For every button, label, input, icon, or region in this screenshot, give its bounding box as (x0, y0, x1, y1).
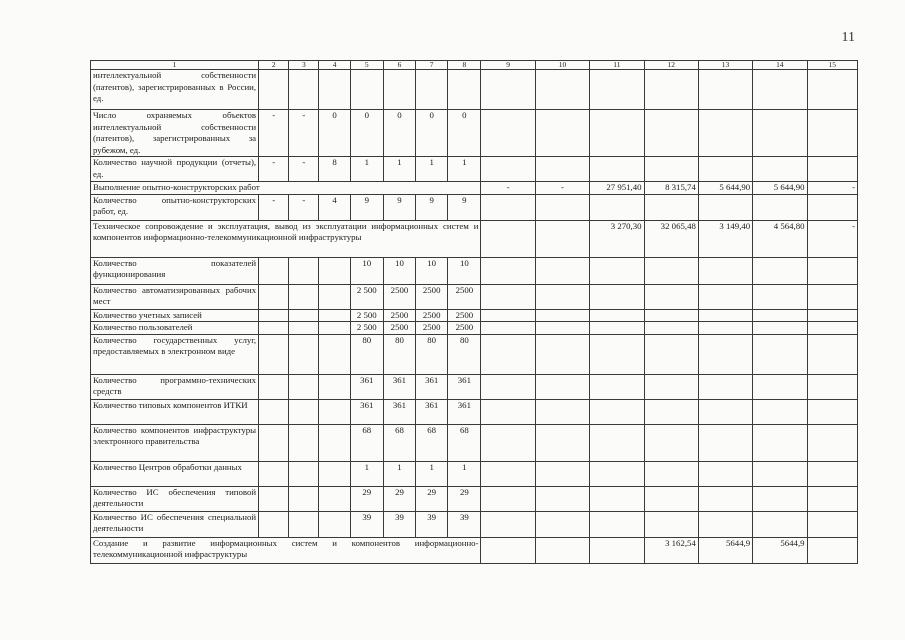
table-row (91, 461, 858, 486)
table-cell: - (807, 220, 857, 257)
table-cell (535, 157, 589, 182)
table-cell (481, 70, 535, 110)
header-cell: 9 (481, 61, 535, 70)
table-cell (319, 424, 350, 461)
table-cell (289, 70, 319, 110)
table-cell: 5 644,90 (753, 182, 807, 195)
table-row (91, 110, 858, 157)
header-cell: 5 (350, 61, 383, 70)
table-cell: - (289, 194, 319, 220)
table-cell (807, 424, 857, 461)
table-cell: 39 (448, 511, 481, 537)
header-cell: 13 (698, 61, 752, 70)
table-cell (644, 110, 698, 157)
table-cell (698, 110, 752, 157)
table-cell (319, 322, 350, 335)
table-cell: 39 (383, 511, 415, 537)
table-cell: 29 (448, 486, 481, 511)
table-cell (289, 334, 319, 374)
header-cell: 6 (383, 61, 415, 70)
table-cell (753, 511, 807, 537)
table-cell: 39 (416, 511, 448, 537)
table-cell: 5644,9 (753, 537, 807, 563)
table-cell (416, 70, 448, 110)
table-cell: 361 (416, 374, 448, 399)
table-cell: 361 (350, 399, 383, 424)
table-cell (481, 461, 535, 486)
table-cell (753, 309, 807, 322)
table-cell: 2500 (416, 284, 448, 309)
table-cell (535, 461, 589, 486)
table-cell (535, 322, 589, 335)
header-cell: 8 (448, 61, 481, 70)
table-cell (535, 511, 589, 537)
table-cell (535, 374, 589, 399)
table-cell (535, 309, 589, 322)
table-cell: 2 500 (350, 322, 383, 335)
table-cell (259, 284, 289, 309)
table-cell: 8 315,74 (644, 182, 698, 195)
table-cell (698, 374, 752, 399)
table-cell (644, 511, 698, 537)
table-cell: 4 (319, 194, 350, 220)
table-row (91, 486, 858, 511)
table-cell (644, 70, 698, 110)
table-cell: 0 (448, 110, 481, 157)
table-cell: 9 (383, 194, 415, 220)
row-label: Количество государственных услуг, предоставляемых в электронном виде (91, 334, 259, 374)
table-cell (590, 334, 644, 374)
table-cell (807, 110, 857, 157)
table-row (91, 220, 858, 257)
table-cell (289, 511, 319, 537)
header-cell: 2 (259, 61, 289, 70)
table-cell (535, 486, 589, 511)
row-label: Создание и развитие информационных систем и компонентов информационно-телекоммуникационной инфраструктуры (91, 537, 481, 563)
table-cell (481, 334, 535, 374)
table-cell (259, 424, 289, 461)
table-cell (590, 284, 644, 309)
table-cell (753, 194, 807, 220)
table-cell (481, 157, 535, 182)
header-cell: 3 (289, 61, 319, 70)
table-cell (590, 486, 644, 511)
table-cell (481, 424, 535, 461)
table-cell (259, 309, 289, 322)
budget-table (90, 60, 858, 564)
table-cell (698, 70, 752, 110)
table-cell (807, 511, 857, 537)
row-label: Техническое сопровождение и эксплуатация, вывод из эксплуатации информационных систем и компонентов информационно-телекоммуникационной инфраструктуры (91, 220, 481, 257)
table-cell (319, 486, 350, 511)
header-cell: 15 (807, 61, 857, 70)
table-cell: - (289, 157, 319, 182)
table-cell (807, 257, 857, 284)
table-cell (753, 334, 807, 374)
table-cell: 361 (448, 374, 481, 399)
table-cell (807, 284, 857, 309)
table-row (91, 511, 858, 537)
table-cell (535, 537, 589, 563)
table-cell (481, 322, 535, 335)
table-cell (807, 486, 857, 511)
table-cell: 2500 (383, 322, 415, 335)
page-number: 11 (841, 30, 855, 45)
table-row (91, 399, 858, 424)
table-cell: - (259, 194, 289, 220)
table-cell: 2500 (383, 284, 415, 309)
table-cell (590, 511, 644, 537)
row-label: Выполнение опытно-конструкторских работ (91, 182, 481, 195)
table-cell (481, 511, 535, 537)
table-cell (807, 461, 857, 486)
table-cell: 10 (350, 257, 383, 284)
table-cell (590, 322, 644, 335)
table-cell: 361 (383, 374, 415, 399)
table-cell (753, 322, 807, 335)
table-cell: 1 (416, 461, 448, 486)
table-cell (644, 257, 698, 284)
table-row (91, 334, 858, 374)
table-cell (481, 399, 535, 424)
table-cell: 29 (383, 486, 415, 511)
table-cell (481, 309, 535, 322)
table-cell: - (535, 182, 589, 195)
table-cell (590, 309, 644, 322)
table-cell (644, 334, 698, 374)
table-cell (753, 374, 807, 399)
table-cell: 68 (448, 424, 481, 461)
table-cell: 2500 (448, 322, 481, 335)
table-cell: - (807, 182, 857, 195)
table-cell (535, 399, 589, 424)
table-cell (481, 486, 535, 511)
header-cell: 4 (319, 61, 350, 70)
table-cell (807, 194, 857, 220)
table-cell (535, 334, 589, 374)
table-cell (753, 486, 807, 511)
table-cell: 9 (350, 194, 383, 220)
row-label: Количество Центров обработки данных (91, 461, 259, 486)
table-cell (448, 70, 481, 110)
table-row (91, 70, 858, 110)
table-cell (753, 70, 807, 110)
table-cell: - (259, 110, 289, 157)
table-cell: 361 (416, 399, 448, 424)
table-cell: 9 (416, 194, 448, 220)
table-cell (259, 322, 289, 335)
table-cell (535, 257, 589, 284)
table-row (91, 284, 858, 309)
table-cell: 2500 (448, 309, 481, 322)
table-cell (644, 309, 698, 322)
table-cell: 8 (319, 157, 350, 182)
table-cell: - (289, 110, 319, 157)
table-row (91, 322, 858, 335)
table-cell: 68 (350, 424, 383, 461)
table-cell (289, 374, 319, 399)
table-cell (590, 110, 644, 157)
table-cell (535, 424, 589, 461)
table-cell (753, 399, 807, 424)
table-cell: 5 644,90 (698, 182, 752, 195)
header-cell: 11 (590, 61, 644, 70)
table-cell: 361 (448, 399, 481, 424)
table-cell (644, 399, 698, 424)
table-cell (753, 257, 807, 284)
table-cell (319, 257, 350, 284)
table-cell (319, 374, 350, 399)
row-label: Количество учетных записей (91, 309, 259, 322)
table-cell: - (259, 157, 289, 182)
table-cell: 361 (350, 374, 383, 399)
table-cell: 0 (383, 110, 415, 157)
table-cell (319, 461, 350, 486)
table-cell: 361 (383, 399, 415, 424)
table-cell: 1 (448, 461, 481, 486)
table-cell (259, 257, 289, 284)
table-cell (753, 284, 807, 309)
table-cell (289, 322, 319, 335)
table-cell: - (481, 182, 535, 195)
row-label: Количество компонентов инфраструктуры электронного правительства (91, 424, 259, 461)
table-cell (289, 424, 319, 461)
table-cell: 1 (350, 461, 383, 486)
table-cell (259, 70, 289, 110)
header-cell: 12 (644, 61, 698, 70)
table-cell: 80 (416, 334, 448, 374)
table-cell (481, 537, 535, 563)
table-cell: 0 (350, 110, 383, 157)
table-cell (350, 70, 383, 110)
table-cell: 2500 (416, 309, 448, 322)
header-cell: 14 (753, 61, 807, 70)
table-cell: 10 (448, 257, 481, 284)
table-cell (698, 424, 752, 461)
table-cell: 29 (416, 486, 448, 511)
table-cell (698, 194, 752, 220)
table-cell (807, 334, 857, 374)
table-cell: 3 149,40 (698, 220, 752, 257)
table-cell (289, 257, 319, 284)
table-cell (698, 334, 752, 374)
table-cell: 2 500 (350, 309, 383, 322)
row-label: Количество автоматизированных рабочих мест (91, 284, 259, 309)
table-cell: 10 (416, 257, 448, 284)
table-cell (644, 424, 698, 461)
table-cell (644, 284, 698, 309)
table-cell (590, 424, 644, 461)
row-label: Количество показателей функционирования (91, 257, 259, 284)
table-cell (644, 322, 698, 335)
table-cell (644, 374, 698, 399)
table-cell (698, 322, 752, 335)
table-cell (590, 70, 644, 110)
table-cell (644, 194, 698, 220)
table-row (91, 257, 858, 284)
row-label: Количество пользователей (91, 322, 259, 335)
table-cell (753, 157, 807, 182)
table-cell: 3 270,30 (590, 220, 644, 257)
table-cell (481, 284, 535, 309)
table-cell (319, 309, 350, 322)
table-cell: 68 (416, 424, 448, 461)
table-cell: 2 500 (350, 284, 383, 309)
table-cell: 2500 (448, 284, 481, 309)
table-cell: 10 (383, 257, 415, 284)
table-cell: 32 065,48 (644, 220, 698, 257)
table-cell (535, 220, 589, 257)
table-cell (698, 284, 752, 309)
table-cell (289, 284, 319, 309)
table-cell (590, 374, 644, 399)
table-row (91, 537, 858, 563)
row-label: интеллектуальной собственности (патентов), зарегистрированных в России, ед. (91, 70, 259, 110)
table-cell (644, 486, 698, 511)
row-label: Число охраняемых объектов интеллектуальной собственности (патентов), зарегистрированных за рубежом, ед. (91, 110, 259, 157)
table-cell (698, 461, 752, 486)
table-cell: 5644,9 (698, 537, 752, 563)
table-cell: 1 (383, 461, 415, 486)
table-cell (535, 194, 589, 220)
row-label: Количество ИС обеспечения типовой деятельности (91, 486, 259, 511)
table-row (91, 424, 858, 461)
table-cell (807, 309, 857, 322)
table-cell: 1 (448, 157, 481, 182)
table-cell: 2500 (383, 309, 415, 322)
table-cell: 1 (350, 157, 383, 182)
table-cell (590, 194, 644, 220)
table-cell: 27 951,40 (590, 182, 644, 195)
row-label: Количество ИС обеспечения специальной деятельности (91, 511, 259, 537)
table-cell (319, 70, 350, 110)
table-cell (753, 110, 807, 157)
table-cell (698, 309, 752, 322)
header-cell: 10 (535, 61, 589, 70)
table-cell: 9 (448, 194, 481, 220)
table-cell: 4 564,80 (753, 220, 807, 257)
table-cell (259, 399, 289, 424)
table-cell (698, 399, 752, 424)
table-cell (590, 537, 644, 563)
table-cell (481, 110, 535, 157)
row-label: Количество типовых компонентов ИТКИ (91, 399, 259, 424)
table-cell (590, 399, 644, 424)
table-cell: 68 (383, 424, 415, 461)
row-label: Количество научной продукции (отчеты), ед. (91, 157, 259, 182)
table-row (91, 182, 858, 195)
table-cell: 3 162,54 (644, 537, 698, 563)
table-cell (807, 322, 857, 335)
table-cell (289, 309, 319, 322)
table-cell (644, 461, 698, 486)
table-cell: 1 (383, 157, 415, 182)
table-cell: 80 (448, 334, 481, 374)
table-cell (590, 461, 644, 486)
table-cell (259, 461, 289, 486)
table-cell (807, 399, 857, 424)
table-row (91, 309, 858, 322)
header-row (91, 61, 858, 70)
table-cell (319, 399, 350, 424)
table-cell: 80 (350, 334, 383, 374)
table-cell (289, 486, 319, 511)
table-cell (807, 157, 857, 182)
table-cell: 80 (383, 334, 415, 374)
table-cell (590, 157, 644, 182)
table-cell: 0 (319, 110, 350, 157)
table-cell (535, 110, 589, 157)
table-cell (698, 486, 752, 511)
row-label: Количество опытно-конструкторских работ, ед. (91, 194, 259, 220)
table-row (91, 194, 858, 220)
table-cell (698, 157, 752, 182)
table-row (91, 157, 858, 182)
table-cell (807, 70, 857, 110)
table-cell (289, 461, 319, 486)
header-cell: 1 (91, 61, 259, 70)
table-cell (535, 284, 589, 309)
table-cell (319, 511, 350, 537)
table-cell (481, 220, 535, 257)
table-cell (807, 537, 857, 563)
table-cell (698, 511, 752, 537)
table-cell (481, 257, 535, 284)
table-cell (259, 511, 289, 537)
table-cell (319, 284, 350, 309)
table-cell (481, 194, 535, 220)
table-cell: 29 (350, 486, 383, 511)
table-cell (319, 334, 350, 374)
table-cell (383, 70, 415, 110)
table-cell (481, 374, 535, 399)
row-label: Количество программно-технических средств (91, 374, 259, 399)
table-cell (259, 486, 289, 511)
table-cell (590, 257, 644, 284)
table-cell (753, 461, 807, 486)
table-cell (535, 70, 589, 110)
table-cell (698, 257, 752, 284)
table-cell: 0 (416, 110, 448, 157)
table-cell: 2500 (416, 322, 448, 335)
header-cell: 7 (416, 61, 448, 70)
table-row (91, 374, 858, 399)
table-cell (259, 374, 289, 399)
table-cell: 1 (416, 157, 448, 182)
table-cell (807, 374, 857, 399)
table-cell: 39 (350, 511, 383, 537)
table-cell (289, 399, 319, 424)
table-cell (753, 424, 807, 461)
table-cell (644, 157, 698, 182)
table-cell (259, 334, 289, 374)
